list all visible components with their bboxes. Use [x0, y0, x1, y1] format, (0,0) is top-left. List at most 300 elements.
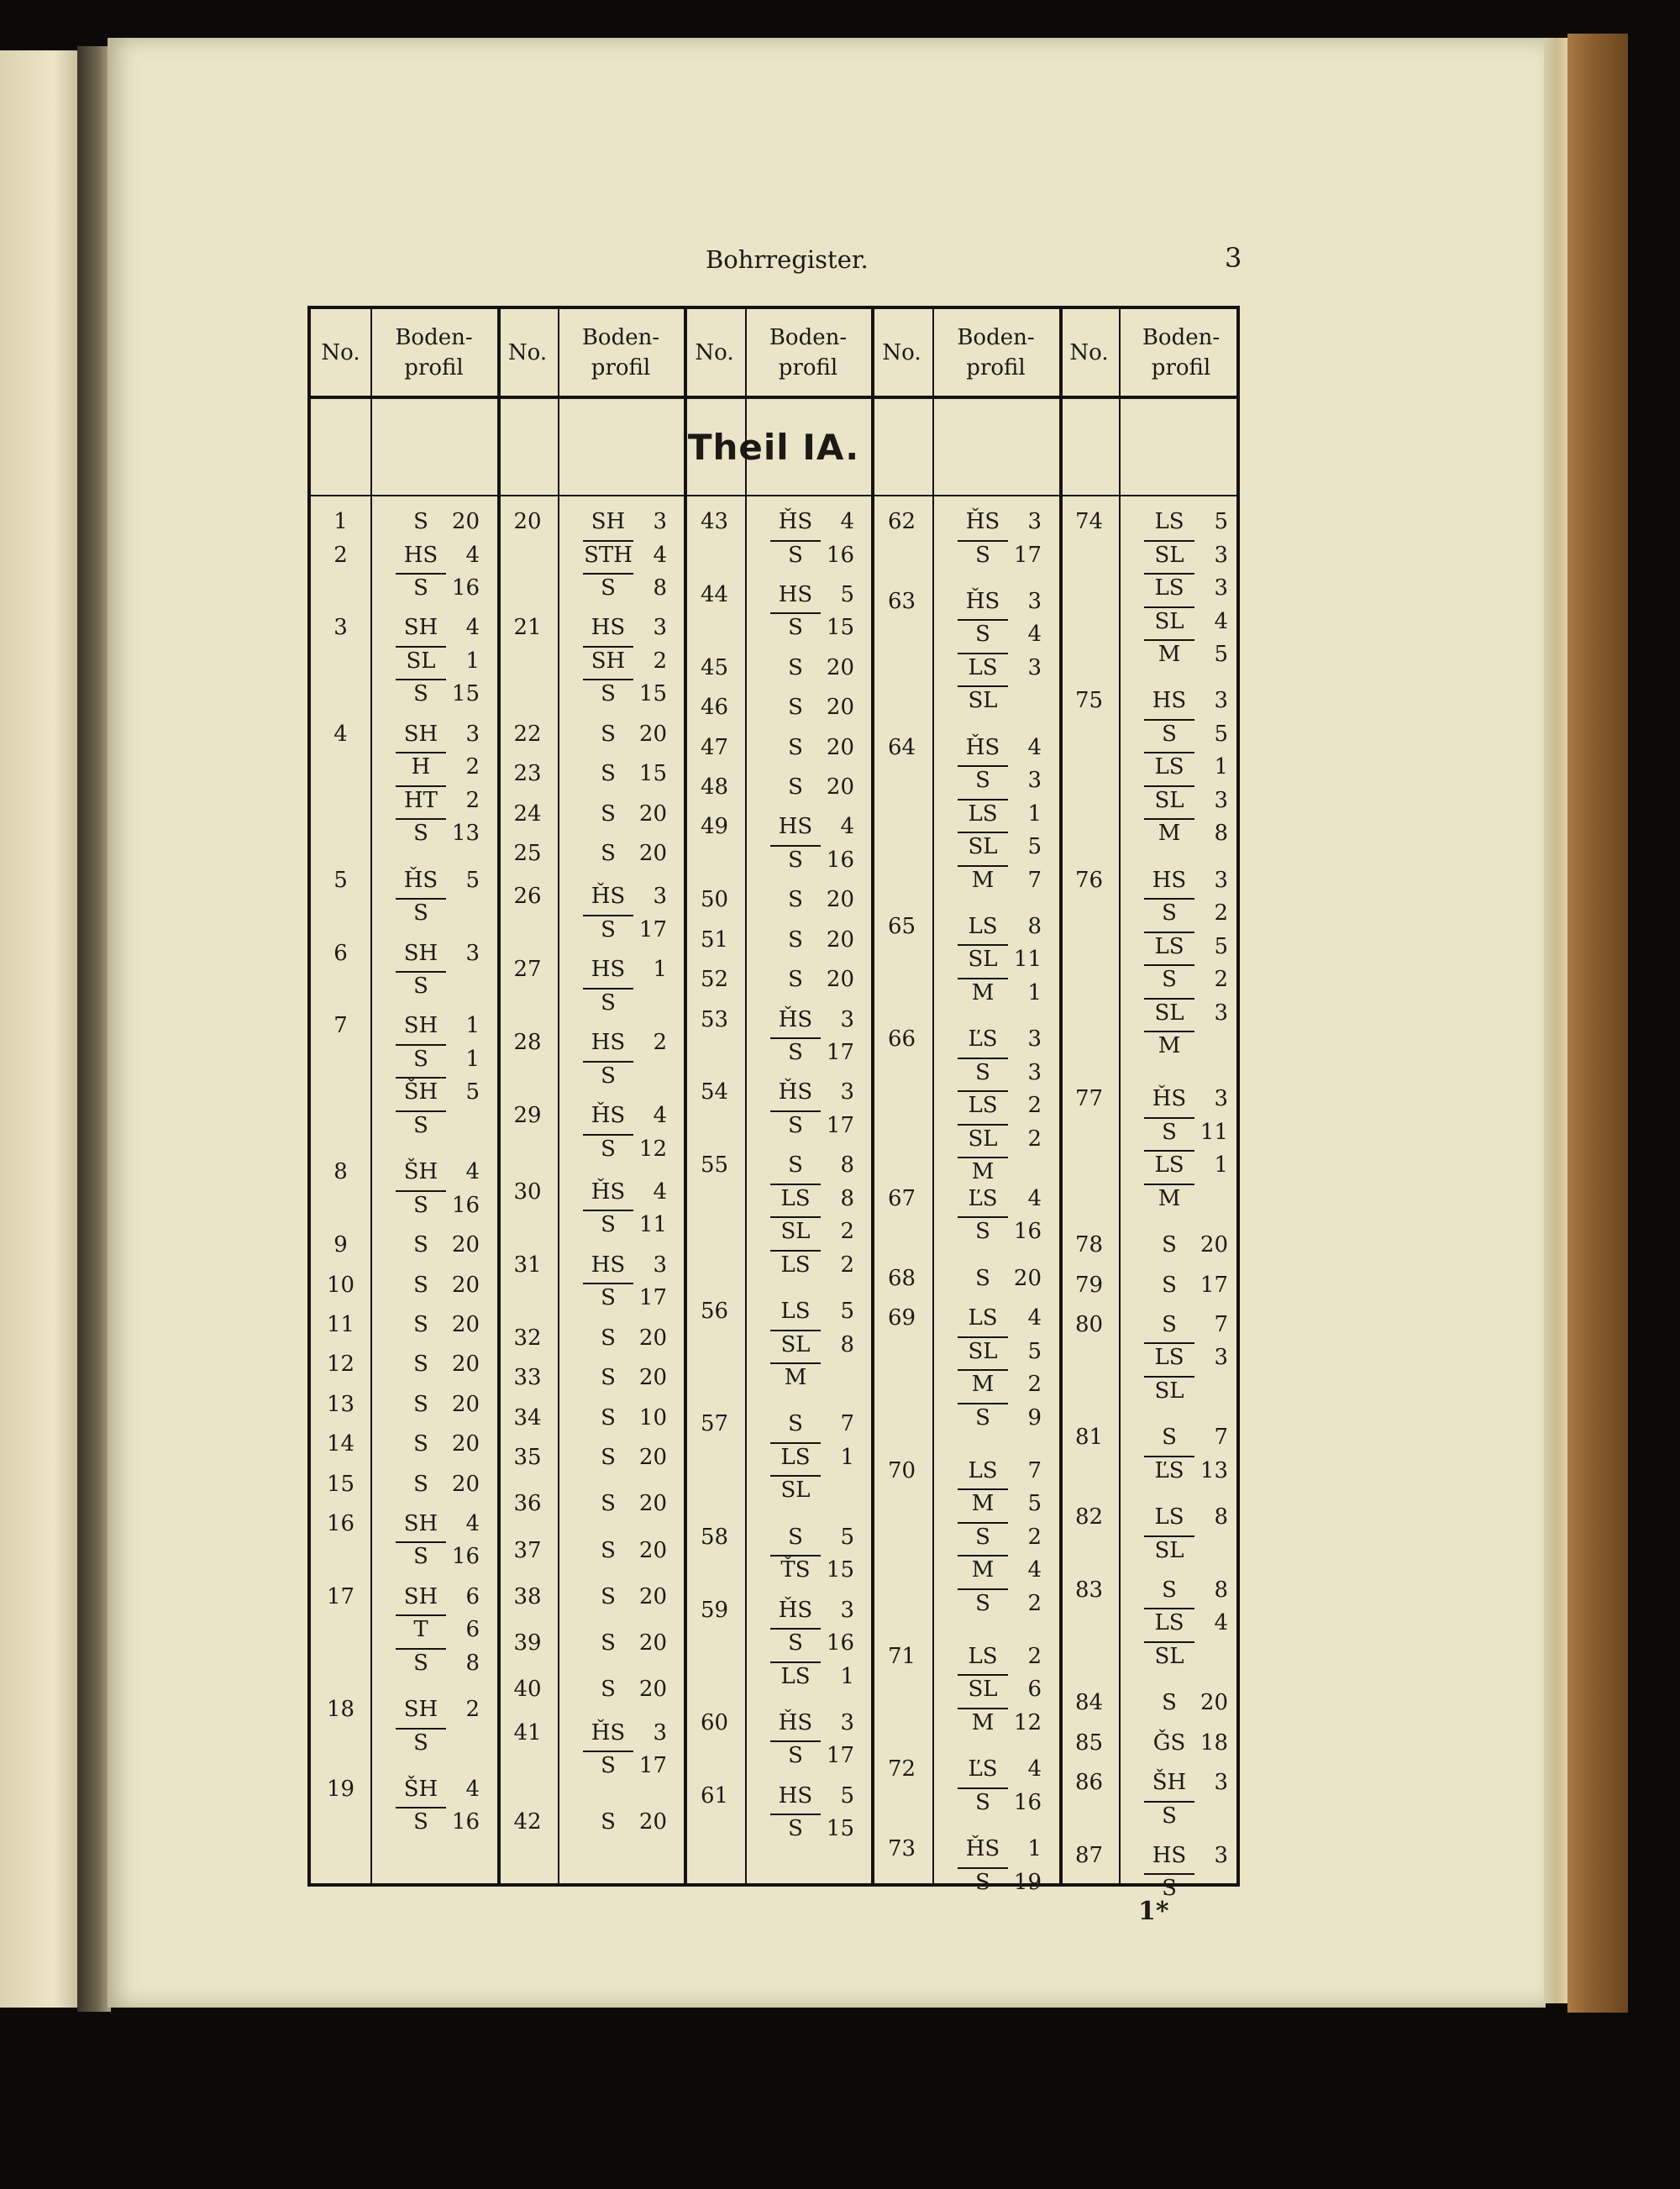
bodenprofil-layer [1144, 1310, 1228, 1340]
soil-code: ŠH [396, 1077, 446, 1105]
bodenprofil-layer [958, 507, 1042, 537]
soil-code: S [396, 1110, 446, 1139]
bodenprofil-layer [583, 612, 667, 643]
soil-code: S [1162, 1272, 1177, 1298]
book-cover-edge [1567, 34, 1628, 2013]
bodenprofil-layer [770, 1522, 854, 1552]
layer-depth: 16 [451, 1192, 480, 1218]
soil-code: STH [583, 540, 633, 569]
bodenprofil-layer [1144, 1502, 1228, 1532]
bohrung-number: 80 [1074, 1311, 1104, 1337]
soil-code: S [601, 1677, 616, 1703]
bodenprofil-layer [1144, 1608, 1228, 1638]
bodenprofil-layer [770, 580, 854, 610]
section-title: Theil IA. [687, 427, 860, 468]
bodenprofil-layer [770, 1708, 854, 1738]
soil-code: SL [1144, 998, 1194, 1026]
bodenprofil-layer [583, 507, 667, 537]
layer-depth: 20 [826, 654, 854, 680]
layer-depth: 3 [840, 1709, 854, 1735]
bodenprofil-layer [770, 1409, 854, 1439]
bodenprofil-layer [770, 1555, 854, 1585]
bohrung-number: 6 [333, 940, 348, 966]
bodenprofil-layer [396, 540, 480, 570]
bodenprofil-layer [958, 540, 1042, 570]
bohrung-number: 81 [1074, 1425, 1104, 1451]
bodenprofil-layer [958, 1555, 1042, 1585]
soil-code: S [975, 1265, 990, 1291]
soil-code: S [788, 1524, 803, 1550]
layer-depth: 17 [1200, 1272, 1228, 1298]
soil-code: LS [1144, 573, 1194, 601]
layer-depth: 8 [1214, 1504, 1228, 1530]
layer-depth: 15 [638, 761, 667, 787]
layer-depth: 20 [638, 1809, 667, 1835]
column-rule [745, 309, 747, 1883]
layer-depth: 4 [1027, 734, 1042, 760]
layer-depth: 4 [1027, 1305, 1042, 1331]
bohrung-number: 76 [1074, 867, 1104, 893]
bohrung-number: 37 [513, 1537, 542, 1563]
soil-code: S [396, 1190, 446, 1219]
running-head: Bohrregister. [706, 245, 869, 274]
soil-code: ĽS [1144, 1456, 1194, 1484]
header-rule [311, 396, 1236, 399]
bodenprofil-layer [396, 938, 480, 969]
layer-depth: 5 [1214, 933, 1228, 959]
layer-depth: 3 [1214, 688, 1228, 714]
soil-code: M [1144, 1184, 1194, 1212]
layer-depth: 4 [1027, 1756, 1042, 1782]
layer-depth: 17 [638, 916, 667, 942]
header-line: profil [966, 354, 1026, 381]
soil-code: S [788, 734, 803, 760]
soil-code: S [396, 971, 446, 1000]
bodenprofil-layer [1144, 1117, 1228, 1147]
soil-code: S [770, 1628, 821, 1656]
soil-code: LS [968, 1643, 998, 1669]
bodenprofil-layer [958, 1157, 1042, 1187]
soil-code: ȞS [1152, 1086, 1187, 1112]
bodenprofil-layer [770, 1475, 854, 1505]
soil-code: M [1144, 818, 1194, 847]
bodenprofil-layer [583, 1442, 667, 1472]
bodenprofil-layer [958, 1456, 1042, 1486]
layer-depth: 20 [638, 1537, 667, 1563]
layer-depth: 4 [1027, 1557, 1042, 1583]
bodenprofil-layer [958, 732, 1042, 763]
soil-code: LS [1144, 1608, 1194, 1636]
bohrung-number: 25 [513, 841, 542, 866]
layer-depth: 16 [451, 1809, 480, 1835]
soil-code: LS [770, 1250, 821, 1278]
bodenprofil-layer [583, 1323, 667, 1353]
layer-depth: 3 [840, 1006, 854, 1032]
soil-code: S [1144, 1801, 1194, 1829]
bodenprofil-layer [958, 1184, 1042, 1214]
bodenprofil-layer [583, 1674, 667, 1704]
soil-code: SL [958, 1124, 1008, 1152]
layer-depth: 2 [465, 754, 480, 780]
bodenprofil-layer [958, 1090, 1042, 1121]
bodenprofil-layer [770, 1184, 854, 1214]
layer-depth: 2 [1027, 1126, 1042, 1152]
bodenprofil-layer [1144, 1801, 1228, 1831]
bohrung-number: 1 [333, 509, 348, 534]
bodenprofil-layer [770, 1740, 854, 1771]
layer-depth: 20 [451, 1352, 480, 1378]
bohrung-number: 10 [326, 1272, 355, 1298]
soil-code: S [788, 695, 803, 721]
bohrung-number: 74 [1074, 509, 1104, 534]
layer-depth: 7 [1214, 1311, 1228, 1337]
bohrung-number: 21 [513, 615, 542, 641]
layer-depth: 20 [451, 1311, 480, 1337]
bodenprofil-layer [583, 1100, 667, 1131]
layer-depth: 18 [1200, 1730, 1228, 1756]
soil-code: S [413, 509, 428, 534]
soil-code: HS [778, 581, 813, 607]
layer-depth: 3 [1214, 1842, 1228, 1868]
bohrung-number: 59 [700, 1597, 729, 1623]
bohrung-number: 14 [326, 1431, 355, 1457]
soil-code: S [1144, 964, 1194, 993]
soil-code: ȞS [778, 1709, 813, 1735]
layer-depth: 3 [653, 1252, 667, 1278]
header-line: profil [404, 354, 464, 381]
bohrung-number: 34 [513, 1404, 542, 1430]
bohrung-number: 41 [513, 1719, 542, 1745]
layer-depth: 2 [1027, 1093, 1042, 1119]
bodenprofil-layer [770, 1362, 854, 1393]
soil-code: LS [770, 1661, 821, 1690]
bohrung-number: 18 [326, 1697, 355, 1723]
bohrung-number: 63 [887, 588, 916, 614]
bodenprofil-layer [1144, 1031, 1228, 1061]
soil-code: S [413, 1391, 428, 1417]
bodenprofil-layer [396, 1077, 480, 1107]
bodenprofil-layer [770, 811, 854, 842]
layer-depth: 3 [1027, 509, 1042, 534]
bohrung-number: 69 [887, 1305, 916, 1331]
soil-code: SL [770, 1216, 821, 1245]
bohrung-number: 67 [887, 1185, 916, 1211]
bodenprofil-layer [583, 1807, 667, 1837]
soil-code: SL [958, 944, 1008, 973]
bodenprofil-layer [958, 1336, 1042, 1367]
bodenprofil-layer [958, 1369, 1042, 1399]
soil-code: S [1162, 1577, 1177, 1603]
layer-depth: 17 [826, 1743, 854, 1769]
layer-depth: 3 [653, 615, 667, 641]
bohrung-number: 58 [700, 1524, 729, 1550]
soil-code: M [958, 978, 1008, 1006]
bodenprofil-layer [583, 799, 667, 829]
bodenprofil-layer [583, 573, 667, 603]
soil-code: S [601, 801, 616, 827]
bohrung-number: 77 [1074, 1086, 1104, 1112]
soil-code: S [601, 1404, 616, 1430]
soil-code: ȞS [591, 1103, 626, 1129]
soil-code: S [601, 1630, 616, 1656]
soil-code: S [601, 1583, 616, 1609]
bodenprofil-layer [770, 1150, 854, 1180]
layer-depth: 20 [638, 1325, 667, 1351]
bodenprofil-layer [583, 1177, 667, 1207]
bohrung-number: 9 [333, 1232, 348, 1258]
bohrung-number: 23 [513, 761, 542, 787]
layer-depth: 20 [638, 801, 667, 827]
layer-depth: 1 [465, 648, 480, 674]
soil-code: S [958, 1058, 1008, 1086]
soil-code: LS [1154, 509, 1184, 534]
soil-code: SL [396, 646, 446, 675]
bodenprofil-layer [1144, 1084, 1228, 1114]
soil-code: SH [403, 615, 438, 641]
layer-depth: 8 [1214, 821, 1228, 847]
header-no: No. [321, 339, 360, 365]
soil-code: M [958, 1369, 1008, 1398]
bohrung-number: 30 [513, 1178, 542, 1205]
soil-code: HS [591, 1030, 626, 1056]
layer-depth: 5 [840, 1299, 854, 1325]
layer-depth: 10 [638, 1404, 667, 1430]
layer-depth: 20 [1200, 1690, 1228, 1716]
bohrung-number: 55 [700, 1152, 729, 1178]
header-line: profil [1151, 354, 1211, 381]
bodenprofil-layer [583, 646, 667, 676]
layer-depth: 3 [1214, 542, 1228, 568]
layer-depth: 1 [465, 1046, 480, 1072]
bodenprofil-layer [958, 1708, 1042, 1738]
soil-code: S [396, 898, 446, 927]
layer-depth: 1 [1214, 1152, 1228, 1178]
soil-code: LS [968, 1305, 998, 1331]
layer-depth: 1 [1027, 1836, 1042, 1861]
bodenprofil-layer [1144, 1422, 1228, 1452]
bodenprofil-layer [1144, 818, 1228, 848]
soil-code: ŠH [1152, 1770, 1187, 1795]
soil-code: S [396, 1541, 446, 1570]
soil-code: S [396, 1648, 446, 1677]
layer-depth: 7 [1214, 1425, 1228, 1451]
bodenprofil-layer [396, 679, 480, 709]
bohrung-number: 54 [700, 1079, 729, 1105]
layer-depth: 15 [826, 1557, 854, 1583]
bohrung-number: 86 [1074, 1770, 1104, 1795]
header-no: No. [695, 339, 734, 365]
soil-code: SL [1144, 1535, 1194, 1564]
soil-code: S [601, 1809, 616, 1835]
layer-depth: 5 [1214, 509, 1228, 534]
bohrung-number: 24 [513, 801, 542, 827]
soil-code: LS [1144, 1150, 1194, 1178]
bohrung-number: 44 [700, 581, 729, 607]
soil-code: ĽS [968, 1185, 998, 1211]
layer-depth: 4 [465, 1159, 480, 1185]
bodenprofil-layer [770, 1037, 854, 1068]
soil-code: S [413, 1232, 428, 1258]
soil-code: HS [778, 814, 813, 840]
soil-code: SH [403, 1697, 438, 1723]
bohrung-number: 65 [887, 913, 916, 939]
layer-depth: 4 [1027, 622, 1042, 648]
soil-code: LS [968, 913, 998, 939]
soil-code: M [1144, 639, 1194, 668]
bohrung-number: 38 [513, 1583, 542, 1609]
soil-code: M [1144, 1031, 1194, 1059]
soil-code: LS [1154, 1504, 1184, 1530]
soil-code: SH [403, 1510, 438, 1536]
soil-code: LS [1144, 1342, 1194, 1371]
soil-code: SL [1144, 785, 1194, 814]
layer-depth: 4 [1214, 1610, 1228, 1636]
layer-depth: 5 [840, 581, 854, 607]
bodenprofil-layer [396, 1310, 480, 1340]
bohrung-number: 48 [700, 774, 729, 800]
bodenprofil-layer [958, 1522, 1042, 1552]
bodenprofil-layer [583, 881, 667, 911]
bohrung-number: 12 [326, 1352, 355, 1378]
layer-depth: 2 [653, 1030, 667, 1056]
soil-code: SL [958, 685, 1008, 714]
bodenprofil-layer [1144, 1376, 1228, 1406]
soil-code: LS [958, 653, 1008, 681]
layer-depth: 11 [1200, 1119, 1228, 1145]
bohrung-number: 36 [513, 1491, 542, 1517]
bodenprofil-layer [583, 988, 667, 1018]
bodenprofil-layer [770, 1661, 854, 1692]
soil-code: S [583, 988, 633, 1016]
soil-code: SL [1144, 606, 1194, 635]
layer-depth: 4 [840, 814, 854, 840]
soil-code: S [770, 1110, 821, 1139]
soil-code: M [958, 1555, 1008, 1583]
layer-depth: 5 [1027, 1491, 1042, 1517]
bodenprofil-layer [1144, 1150, 1228, 1180]
layer-depth: 20 [1200, 1232, 1228, 1258]
bohrung-number: 19 [326, 1776, 355, 1802]
soil-code: LS [1144, 752, 1194, 780]
soil-code: ĽS [968, 1756, 998, 1782]
bodenprofil-layer [958, 865, 1042, 895]
layer-depth: 9 [1027, 1404, 1042, 1430]
bodenprofil-layer [770, 653, 854, 683]
soil-code: SL [770, 1330, 821, 1358]
soil-code: M [958, 865, 1008, 894]
layer-depth: 2 [1214, 900, 1228, 927]
soil-code: S [396, 1807, 446, 1835]
bodenprofil-layer [770, 885, 854, 915]
bohrung-number: 39 [513, 1630, 542, 1656]
layer-depth: 1 [653, 957, 667, 983]
header-line: Boden- [1142, 324, 1221, 350]
bodenprofil-layer [583, 1362, 667, 1393]
layer-depth: 7 [1027, 1457, 1042, 1483]
bodenprofil-layer [958, 799, 1042, 829]
layer-depth: 17 [1013, 542, 1042, 568]
soil-code: S [396, 1044, 446, 1073]
soil-code: ŠH [403, 1159, 438, 1185]
soil-code: M [958, 1708, 1008, 1736]
layer-depth: 16 [826, 542, 854, 568]
bodenprofil-layer [770, 1442, 854, 1472]
bohrung-number: 31 [513, 1252, 542, 1278]
soil-code: HS [1152, 867, 1187, 893]
soil-code: S [1144, 719, 1194, 748]
bodenprofil-layer [958, 1641, 1042, 1672]
soil-code: SL [958, 832, 1008, 860]
bodenprofil-layer [1144, 507, 1228, 537]
soil-code: S [413, 1352, 428, 1378]
soil-code: HS [403, 542, 438, 568]
layer-depth: 20 [638, 721, 667, 747]
layer-depth: 4 [465, 1776, 480, 1802]
bodenprofil-layer [396, 646, 480, 676]
soil-code: S [601, 1537, 616, 1563]
bodenprofil-layer [770, 1595, 854, 1625]
layer-depth: 20 [638, 1583, 667, 1609]
layer-depth: 20 [451, 1391, 480, 1417]
bodenprofil-layer [396, 1582, 480, 1612]
bodenprofil-layer [770, 1110, 854, 1141]
layer-depth: 20 [451, 1272, 480, 1298]
bohrregister-table [307, 306, 1240, 1902]
layer-depth: 3 [653, 1719, 667, 1745]
soil-code: S [396, 573, 446, 601]
bodenprofil-layer [958, 1867, 1042, 1898]
soil-code: S [583, 573, 633, 601]
bodenprofil-layer [958, 586, 1042, 617]
layer-depth: 5 [840, 1782, 854, 1808]
layer-depth: 2 [1214, 967, 1228, 993]
bohrung-number: 20 [513, 509, 542, 534]
bodenprofil-layer [958, 1124, 1042, 1154]
bodenprofil-layer [396, 898, 480, 928]
layer-depth: 5 [1027, 834, 1042, 860]
bodenprofil-layer [1144, 998, 1228, 1028]
layer-depth: 16 [451, 575, 480, 601]
soil-code: S [583, 1283, 633, 1311]
soil-code: HT [396, 785, 446, 814]
soil-code: S [396, 818, 446, 847]
bodenprofil-layer [958, 1024, 1042, 1054]
layer-depth: 11 [638, 1212, 667, 1238]
soil-code: ǦS [1152, 1730, 1186, 1756]
soil-code: S [958, 1867, 1008, 1896]
bodenprofil-layer [958, 685, 1042, 716]
header-no: No. [1069, 339, 1109, 365]
soil-code: S [958, 1522, 1008, 1551]
bodenprofil-layer [396, 818, 480, 848]
bodenprofil-layer [770, 540, 854, 570]
bohrung-number: 64 [887, 734, 916, 760]
soil-code: S [770, 845, 821, 874]
bohrung-number: 7 [333, 1013, 348, 1039]
layer-depth: 3 [1027, 654, 1042, 680]
layer-depth: 2 [1027, 1372, 1042, 1397]
soil-code: S [958, 1588, 1008, 1617]
soil-code: S [770, 1037, 821, 1066]
bodenprofil-layer [583, 1210, 667, 1240]
soil-code: ȞS [591, 1178, 626, 1205]
layer-depth: 19 [1013, 1869, 1042, 1895]
soil-code: SH [583, 646, 633, 675]
layer-depth: 3 [465, 721, 480, 747]
layer-depth: 15 [826, 1816, 854, 1842]
bohrung-number: 47 [700, 734, 729, 760]
soil-code: T [396, 1614, 446, 1643]
